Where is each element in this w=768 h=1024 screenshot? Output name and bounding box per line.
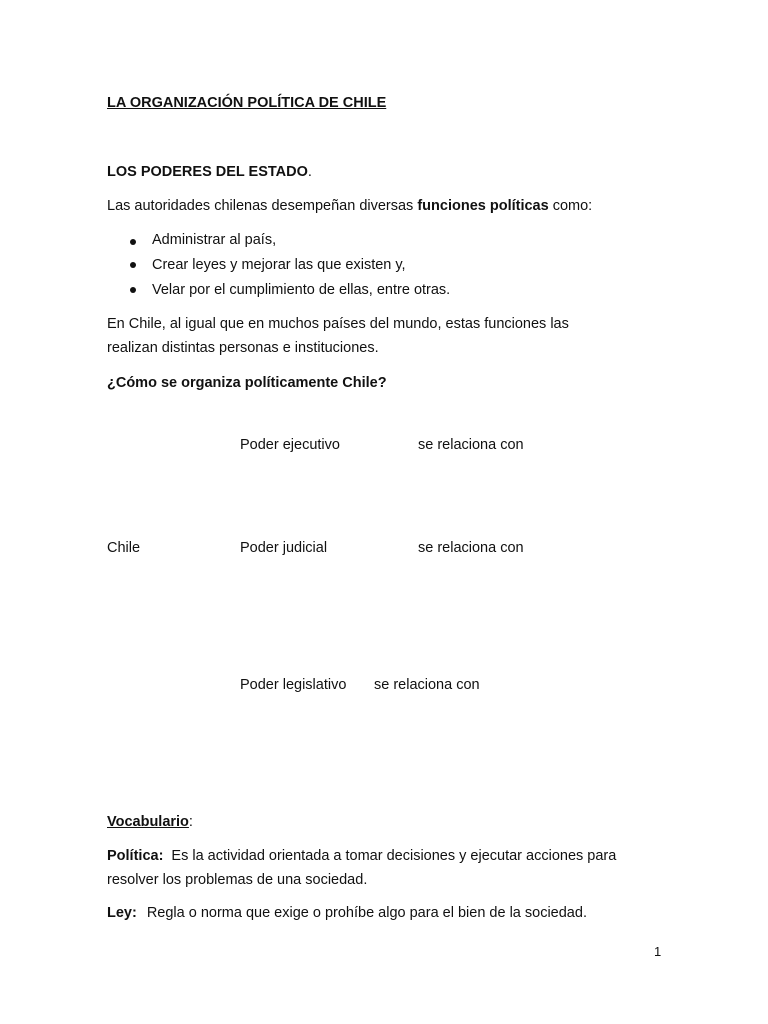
vocab-def-ley: Regla o norma que exige o prohíbe algo para el bien de la sociedad.	[146, 905, 587, 921]
power-executive-relation: se relaciona con	[418, 437, 524, 453]
diagram-root-chile: Chile	[107, 540, 141, 556]
power-executive-label: Poder ejecutivo	[240, 437, 340, 453]
power-judicial-label: Poder judicial	[240, 540, 328, 556]
bullet-dot-icon	[130, 239, 136, 245]
bullet-dot-icon	[130, 262, 136, 268]
question-heading: ¿Cómo se organiza políticamente Chile?	[107, 375, 387, 391]
document-title: LA ORGANIZACIÓN POLÍTICA DE CHILE	[107, 95, 387, 111]
power-legislative-relation: se relaciona con	[374, 677, 480, 693]
bullet-item-2: Crear leyes y mejorar las que existen y,	[152, 257, 406, 273]
vocabulary-heading	[107, 814, 193, 831]
vocabulary-heading-text: Vocabulario	[107, 814, 189, 830]
section-heading	[107, 164, 312, 181]
intro-prefix: Las autoridades chilenas desempeñan diversas	[107, 198, 418, 214]
bullet-dot-icon	[130, 287, 136, 293]
intro-sentence	[107, 198, 592, 215]
power-legislative-label: Poder legislativo	[240, 677, 347, 693]
bullet-item-1: Administrar al país,	[152, 232, 277, 248]
vocabulary-heading-colon: :	[188, 814, 193, 830]
vocab-entry-ley	[107, 905, 587, 922]
intro-bold: funciones políticas	[417, 198, 549, 214]
vocab-def-politica-line-2: resolver los problemas de una sociedad.	[107, 872, 368, 888]
power-judicial-relation: se relaciona con	[418, 540, 524, 556]
vocab-entry-politica	[107, 848, 616, 865]
vocab-term-politica: Política:	[107, 848, 164, 864]
bullet-item-3: Velar por el cumplimiento de ellas, entre otras.	[152, 282, 451, 298]
vocab-def-politica-line-1: Es la actividad orientada a tomar decisiones y ejecutar acciones para	[171, 848, 617, 864]
paragraph-line-1: En Chile, al igual que en muchos países del mundo, estas funciones las	[107, 316, 569, 332]
paragraph-line-2: realizan distintas personas e instituciones.	[107, 340, 379, 356]
vocab-term-ley: Ley:	[107, 905, 137, 921]
section-heading-period: .	[307, 164, 312, 180]
page-number: 1	[654, 944, 662, 959]
intro-suffix: como:	[548, 198, 593, 214]
section-heading-text: LOS PODERES DEL ESTADO	[107, 164, 308, 180]
